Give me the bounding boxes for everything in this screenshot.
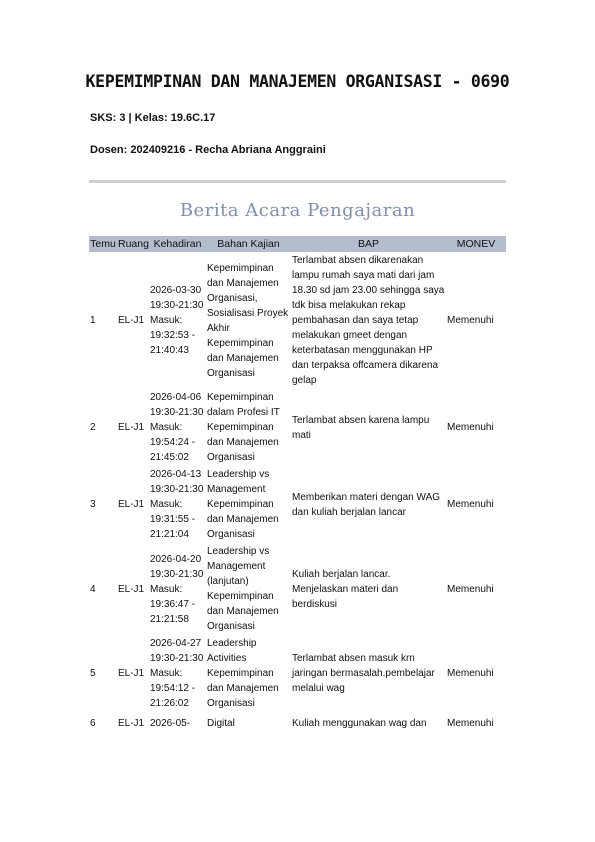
cell-bahan-kajian: Kepemimpinan dan Manajemen Organisasi, Sosialisasi Proyek Akhir Kepemimpinan dan Manajemen Organisasi xyxy=(207,262,289,379)
cell-ruang: EL-J1 xyxy=(118,718,145,729)
cell-monev: Memenuhi xyxy=(447,718,494,729)
cell-monev: Memenuhi xyxy=(447,499,494,510)
cell-ruang: EL-J1 xyxy=(118,315,145,326)
cell-bap: Kuliah berjalan lancar. Menjelaskan materi dan berdiskusi xyxy=(292,568,399,610)
bap-table xyxy=(89,236,506,732)
cell-monev: Memenuhi xyxy=(447,422,494,433)
cell-kehadiran: 2026-04-20 19:30-21:30 Masuk: 19:36:47 - 21:21:58 xyxy=(150,553,204,625)
column-header-ruang: Ruang xyxy=(117,236,149,252)
column-header-temu: Temu xyxy=(89,236,117,252)
sks-kelas-line: SKS: 3 | Kelas: 19.6C.17 xyxy=(90,112,216,124)
cell-monev: Memenuhi xyxy=(447,668,494,679)
cell-kehadiran: 2026-04-06 19:30-21:30 Masuk: 19:54:24 - 21:45:02 xyxy=(150,392,204,463)
cell-temu: 4 xyxy=(90,583,96,595)
cell-temu: 3 xyxy=(90,499,96,510)
column-header-bahan-kajian: Bahan Kajian xyxy=(206,236,291,252)
cell-ruang: EL-J1 xyxy=(118,422,145,433)
cell-bahan-kajian: Leadership Activities Kepemimpinan dan Manajemen Organisasi xyxy=(207,638,279,709)
cell-monev: Memenuhi xyxy=(447,315,494,326)
divider xyxy=(89,180,506,183)
cell-bahan-kajian: Leadership vs Management (lanjutan) Kepemimpinan dan Manajemen Organisasi xyxy=(207,546,279,632)
cell-bap: Kuliah menggunakan wag dan xyxy=(292,718,427,729)
cell-monev: Memenuhi xyxy=(447,583,494,595)
cell-ruang: EL-J1 xyxy=(118,499,145,510)
cell-kehadiran: 2026-03-30 19:30-21:30 Masuk: 19:32:53 - 21:40:43 xyxy=(150,285,204,356)
cell-kehadiran: 2026-04-27 19:30-21:30 Masuk: 19:54:12 - 21:26:02 xyxy=(150,638,204,709)
cell-kehadiran: 2026-05- xyxy=(150,718,191,729)
table-row xyxy=(89,635,506,712)
cell-bahan-kajian: Kepemimpinan dalam Profesi IT Kepemimpinan dan Manajemen Organisasi xyxy=(207,392,280,463)
cell-bahan-kajian: Digital xyxy=(207,718,235,729)
table-row xyxy=(89,543,506,635)
dosen-line: Dosen: 202409216 - Recha Abriana Anggraini xyxy=(90,144,326,156)
cell-bap: Terlambat absen dikarenakan lampu rumah saya mati dari jam 18.30 sd jam 23.00 sehingga saya tdk bisa melakukan rekap pembahasan dan saya tetap melakukan gmeet dengan keterbatasan menggunakan HP dan terpaksa offcamera dikarena gelap xyxy=(292,255,445,386)
table-header-row xyxy=(89,236,506,252)
table-row xyxy=(89,389,506,466)
cell-bap: Terlambat absen masuk krn jaringan bermasalah.pembelajar melalui wag xyxy=(292,653,435,694)
column-header-monev: MONEV xyxy=(446,236,506,252)
cell-temu: 6 xyxy=(90,718,96,729)
table-row xyxy=(89,466,506,543)
cell-temu: 5 xyxy=(90,668,96,679)
section-title: Berita Acara Pengajaran xyxy=(179,200,416,221)
table-row xyxy=(89,712,506,732)
cell-bahan-kajian: Leadership vs Management Kepemimpinan dan Manajemen Organisasi xyxy=(207,469,279,540)
cell-kehadiran: 2026-04-13 19:30-21:30 Masuk: 19:31:55 - 21:21:04 xyxy=(150,469,204,540)
cell-ruang: EL-J1 xyxy=(118,668,145,679)
table-row xyxy=(89,252,506,389)
column-header-bap: BAP xyxy=(291,236,446,252)
cell-bap: Terlambat absen karena lampu mati xyxy=(292,414,430,441)
cell-ruang: EL-J1 xyxy=(118,583,145,595)
course-title: KEPEMIMPINAN DAN MANAJEMEN ORGANISASI - 0690 xyxy=(85,72,510,91)
column-header-kehadiran: Kehadiran xyxy=(149,236,206,252)
cell-temu: 2 xyxy=(90,422,96,433)
cell-temu: 1 xyxy=(90,315,96,326)
cell-bap: Memberikan materi dengan WAG dan kuliah berjalan lancar xyxy=(292,491,441,518)
